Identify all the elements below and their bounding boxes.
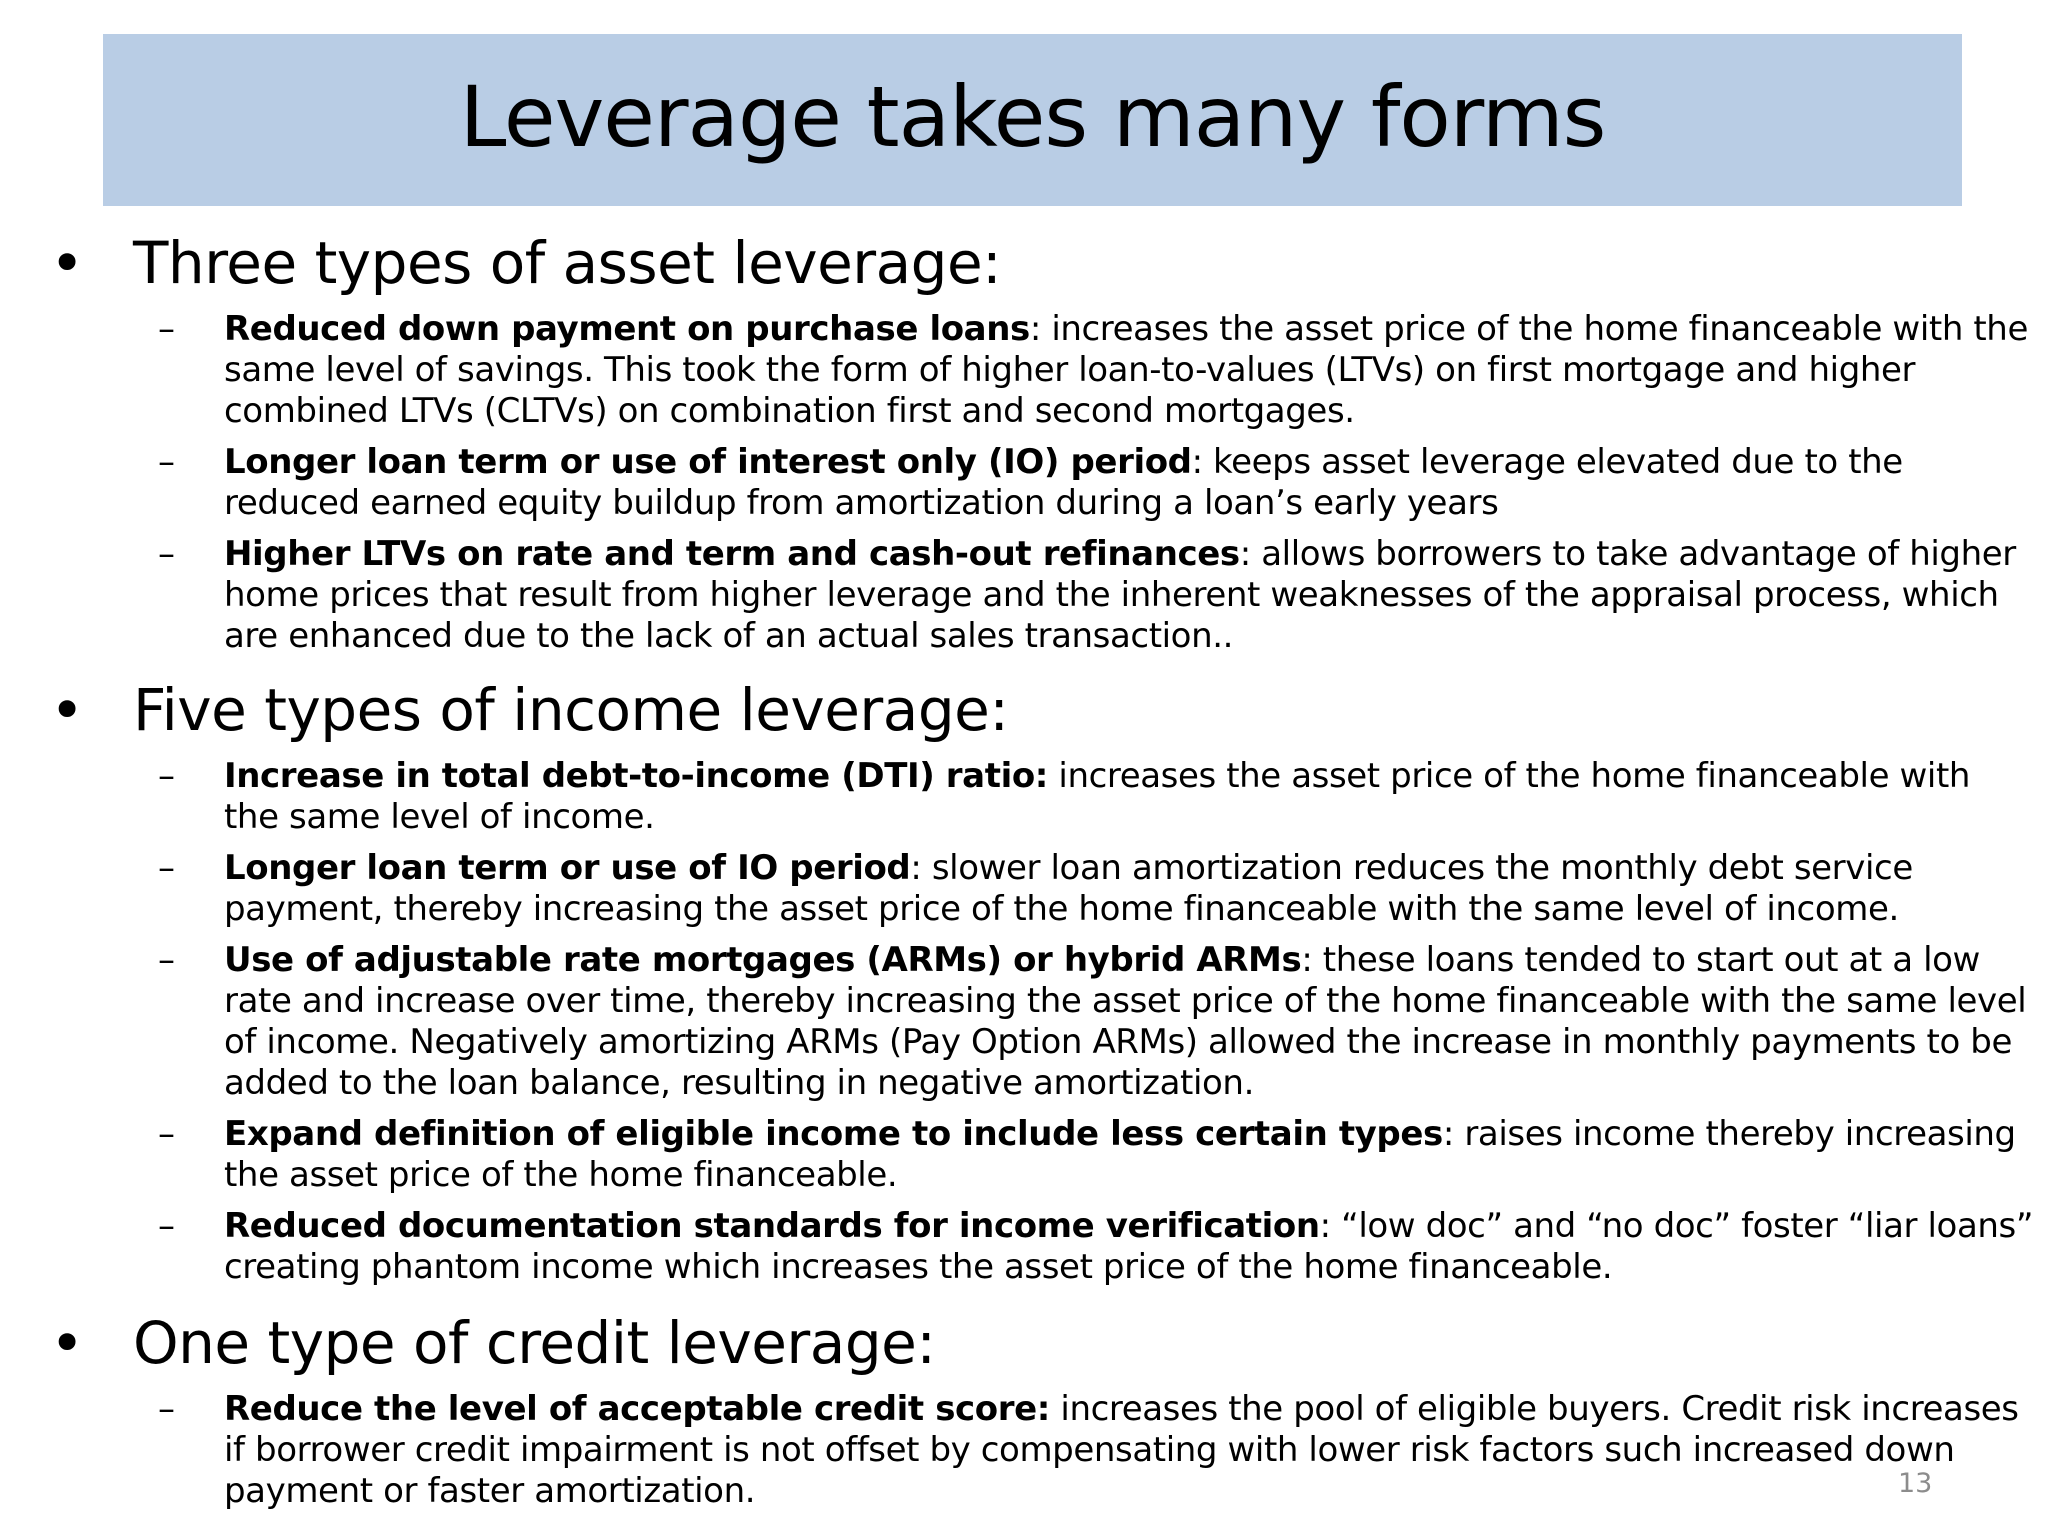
item-heading: Higher LTVs on rate and term and cash-out refinances [224, 534, 1240, 574]
item-text: : raises income thereby increasing the asset price of the home financeable. [224, 1114, 2016, 1195]
item-heading: Longer loan term or use of interest only (IO) period [224, 442, 1192, 482]
dash-icon: – [158, 1206, 175, 1246]
section-header [0, 223, 2048, 303]
list-item [158, 1206, 2034, 1288]
item-heading: Increase in total debt-to-income (DTI) ratio: [224, 756, 1048, 796]
list-item [158, 848, 2034, 930]
item-heading: Reduced documentation standards for income verification [224, 1206, 1320, 1246]
item-heading: Reduce the level of acceptable credit score: [224, 1389, 1050, 1429]
item-heading: Use of adjustable rate mortgages (ARMs) or hybrid ARMs [224, 940, 1302, 980]
page-number: 13 [1898, 1468, 1933, 1499]
dash-icon: – [158, 442, 175, 482]
item-heading: Expand definition of eligible income to include less certain types [224, 1114, 1443, 1154]
list-item [158, 534, 2034, 657]
section-header [0, 670, 2048, 750]
dash-icon: – [158, 534, 175, 574]
list-item [158, 940, 2034, 1104]
section-heading: Five types of income leverage: [133, 676, 1009, 744]
bullet-icon: • [50, 676, 85, 744]
item-text: : increases the asset price of the home financeable with the same level of savings. This took the form of higher loan-to-values (LTVs) on first mortgage and higher combined LTVs (CLTVs) on combination first and second mortgages. [224, 309, 2028, 431]
list-item [158, 442, 2034, 524]
dash-icon: – [158, 756, 175, 796]
item-text: : allows borrowers to take advantage of higher home prices that result from higher leverage and the inherent weaknesses of the appraisal process, which are enhanced due to the lack of an actual sales transaction.. [224, 534, 2016, 656]
section-header [0, 1303, 2048, 1383]
item-text: : slower loan amortization reduces the monthly debt service payment, thereby increasing the asset price of the home financeable with the same level of income. [224, 848, 1913, 929]
list-item [158, 1389, 2034, 1512]
bullet-icon: • [50, 229, 85, 297]
list-item [158, 1114, 2034, 1196]
section-heading: Three types of asset leverage: [133, 229, 1002, 297]
dash-icon: – [158, 1114, 175, 1154]
item-text: increases the asset price of the home financeable with the same level of income. [224, 756, 1971, 837]
item-heading: Longer loan term or use of IO period [224, 848, 911, 888]
section-heading: One type of credit leverage: [133, 1309, 936, 1377]
item-text: increases the pool of eligible buyers. Credit risk increases if borrower credit impairment is not offset by compensating with lower risk factors such increased down payment or faster amortization. [224, 1389, 2019, 1511]
section-asset-leverage [0, 223, 2048, 667]
list-item [158, 309, 2034, 432]
item-text: : keeps asset leverage elevated due to the reduced earned equity buildup from amortization during a loan’s early years [224, 442, 1903, 523]
section-income-leverage [0, 670, 2048, 1298]
bullet-icon: • [50, 1309, 85, 1377]
dash-icon: – [158, 940, 175, 980]
item-heading: Reduced down payment on purchase loans [224, 309, 1030, 349]
item-text: : these loans tended to start out at a low rate and increase over time, thereby increasing the asset price of the home financeable with the same level of income. Negatively amortizing ARMs (Pay Option ARMs) allowed the increase in monthly payments to be added to the loan balance, resulting in negative amortization. [224, 940, 2027, 1103]
item-text: : “low doc” and “no doc” foster “liar loans” creating phantom income which increases the asset price of the home financeable. [224, 1206, 2034, 1287]
dash-icon: – [158, 309, 175, 349]
list-item [158, 756, 2034, 838]
title-banner [103, 34, 1962, 206]
dash-icon: – [158, 848, 175, 888]
dash-icon: – [158, 1389, 175, 1429]
section-credit-leverage [0, 1303, 2048, 1522]
slide-title: Leverage takes many forms [459, 68, 1606, 166]
